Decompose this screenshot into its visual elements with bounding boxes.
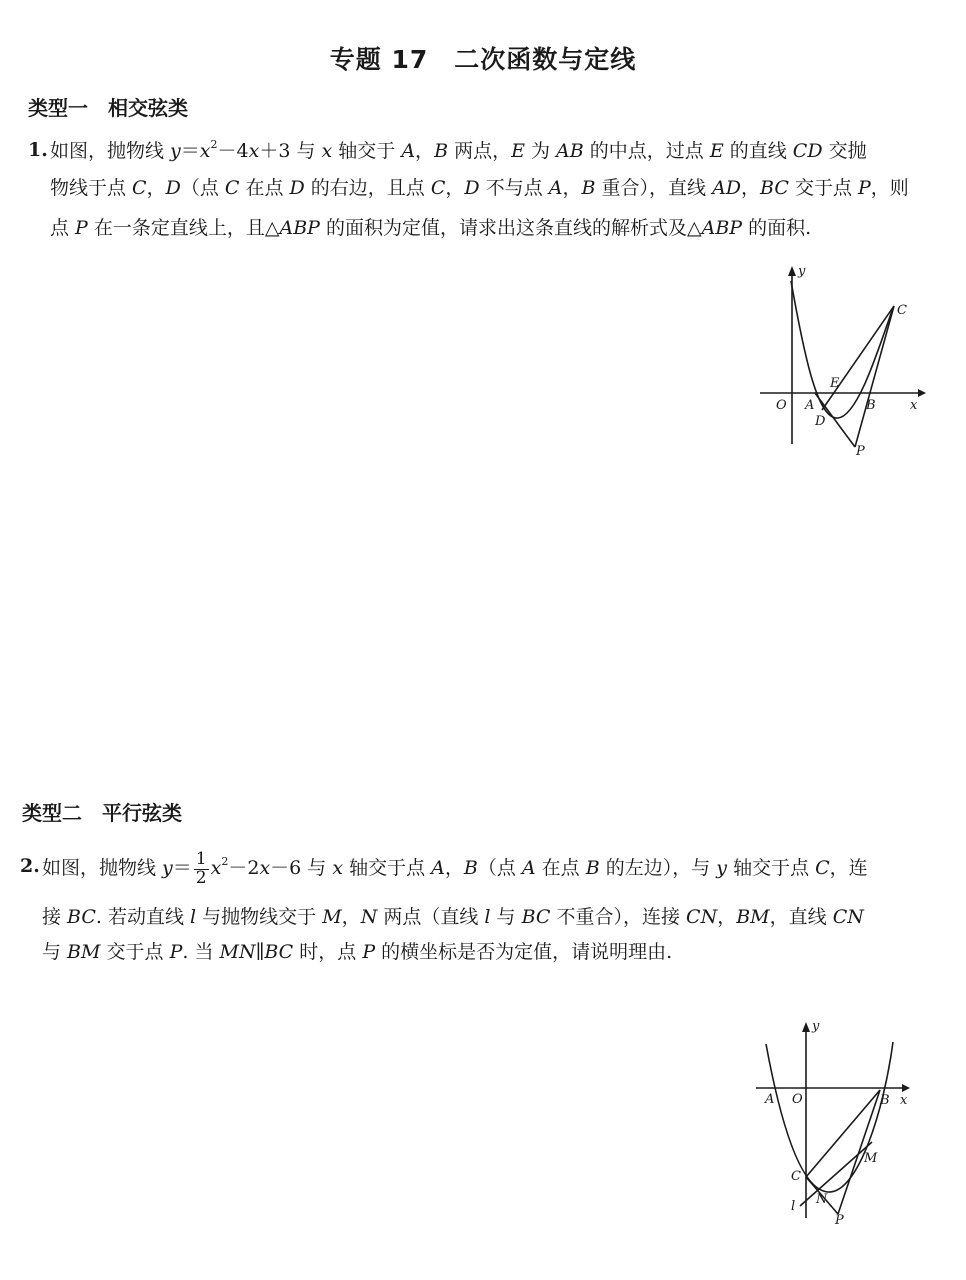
problem-1-line-3: 点 P 在一条定直线上，且△ABP 的面积为定值，请求出这条直线的解析式及△ABP 的面积.	[50, 217, 812, 239]
problem-1-line-2: 物线于点 C，D（点 C 在点 D 的右边，且点 C，D 不与点 A，B 重合），直线 AD，BC 交于点 P，则	[50, 177, 909, 199]
line-CD	[822, 306, 894, 410]
label-A: A	[765, 1092, 775, 1107]
label-C: C	[791, 1169, 801, 1184]
page-title: 专题 17 二次函数与定线	[329, 45, 637, 74]
label-l: l	[791, 1199, 796, 1214]
label-N: N	[816, 1192, 828, 1207]
label-P: P	[856, 444, 865, 459]
problem-1-line-1: 如图，抛物线 $y=x^2-4x+3$ 与 x 轴交于 A，B 两点，E 为 AB 的中点，过点 E 的直线 CD 交抛	[50, 138, 867, 162]
label-B: B	[866, 398, 876, 413]
label-y: y	[798, 264, 806, 279]
label-y: y	[812, 1019, 820, 1034]
line-l	[800, 1142, 872, 1206]
y-axis-arrow-icon	[802, 1022, 810, 1032]
section-heading-intersecting-chords: 类型一 相交弦类	[28, 96, 188, 120]
label-A: A	[805, 398, 815, 413]
problem-2-line-2: 接 BC. 若动直线 l 与抛物线交于 M，N 两点（直线 l 与 BC 不重合），连接 CN，BM，直线 CN	[42, 906, 864, 928]
label-D: D	[815, 414, 826, 429]
section-heading-parallel-chords: 类型二 平行弦类	[22, 801, 182, 825]
line-BC-to-P	[855, 306, 894, 447]
label-P: P	[835, 1213, 844, 1228]
parabola-curve	[766, 1042, 893, 1192]
label-x: x	[900, 1093, 908, 1108]
problem-2-line-3: 与 BM 交于点 P. 当 MN∥BC 时，点 P 的横坐标是否为定值，请说明理由.	[42, 941, 673, 963]
x-axis-arrow-icon	[918, 389, 926, 397]
problem-number-2: 2.	[20, 855, 40, 877]
label-M: M	[864, 1151, 878, 1166]
problem-number-1: 1.	[28, 139, 48, 161]
x-axis-arrow-icon	[902, 1084, 910, 1092]
label-E: E	[830, 376, 840, 391]
figure-2-parabola-diagram	[750, 1015, 930, 1235]
label-x: x	[910, 398, 918, 413]
label-O: O	[776, 398, 787, 413]
figure-1-parabola-diagram	[750, 260, 930, 460]
label-B: B	[880, 1093, 890, 1108]
label-O: O	[792, 1092, 803, 1107]
problem-2-line-1: 如图，抛物线 y＝ $\frac{1}{2}$ $x^2-2x-6$ 与 x 轴交于点 A，B（点 A 在点 B 的左边），与 y 轴交于点 C，连	[42, 848, 868, 888]
label-C: C	[897, 303, 907, 318]
y-axis-arrow-icon	[788, 266, 796, 276]
fraction-one-half: $\frac{1}{2}$	[195, 848, 207, 888]
